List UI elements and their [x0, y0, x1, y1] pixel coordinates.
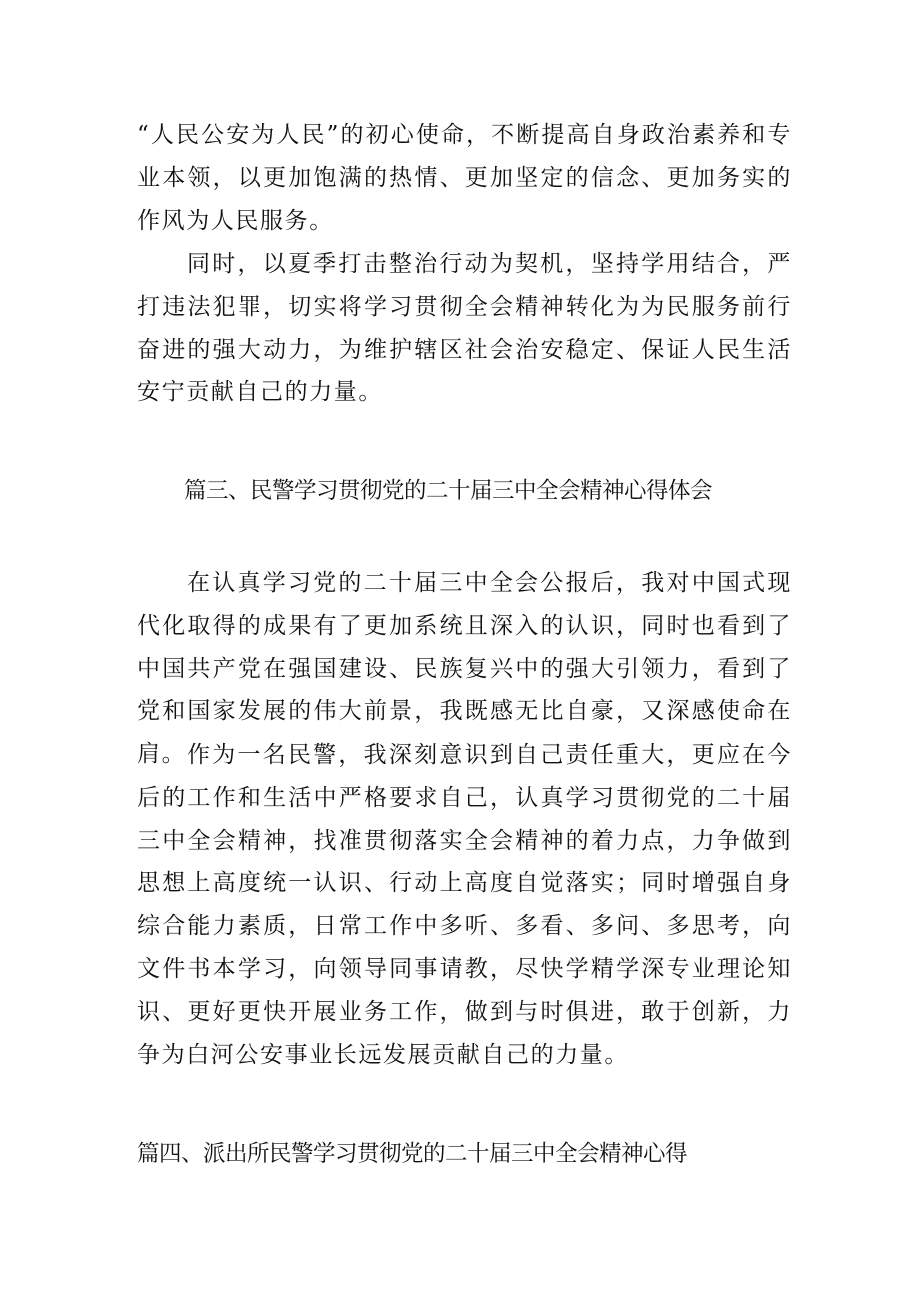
- paragraph-communique-study: 在认真学习党的二十届三中全会公报后，我对中国式现代化取得的成果有了更加系统且深入的认识，同时也看到了中国共产党在强国建设、民族复兴中的强大引领力，看到了党和国家发展的伟大前景，我既感无比自豪，又深感使命在肩。: [137, 570, 792, 768]
- paragraph-continued-mission: “人民公安为人民”的初心使命，不断提高自身政治素养和专业本领，以更加饱满的热情、更加坚定的信念、更加务实的作风为人民服务。: [137, 122, 792, 234]
- section-heading-3: 篇三、民警学习贯彻党的二十届三中全会精神心得体会: [184, 478, 713, 504]
- section-heading-4: 篇四、派出所民警学习贯彻党的二十届三中全会精神心得: [137, 1141, 688, 1167]
- paragraph-summer-campaign: 同时，以夏季打击整治行动为契机，坚持学用结合，严打违法犯罪，切实将学习贯彻全会精神转化为为民服务前行奋进的强大动力，为维护辖区社会治安稳定、保证人民生活安宁贡献自己的力量。: [137, 251, 792, 406]
- paragraph-police-duty: 作为一名民警，我深刻意识到自己责任重大，更应在今后的工作和生活中严格要求自己，认真学习贯彻党的二十届三中全会精神，找准贯彻落实全会精神的着力点，力争做到思想上高度统一认识、行动上高度自觉落实；同时增强自身综合能力素质，日常工作中多听、多看、多问、多思考，向文件书本学习，向领导同事请教，尽快学精学深专业理论知识、更好更快开展业务工作，做到与时俱进，敢于创新，力争为白河公安事业长远发展贡献自己的力量。: [137, 742, 792, 1068]
